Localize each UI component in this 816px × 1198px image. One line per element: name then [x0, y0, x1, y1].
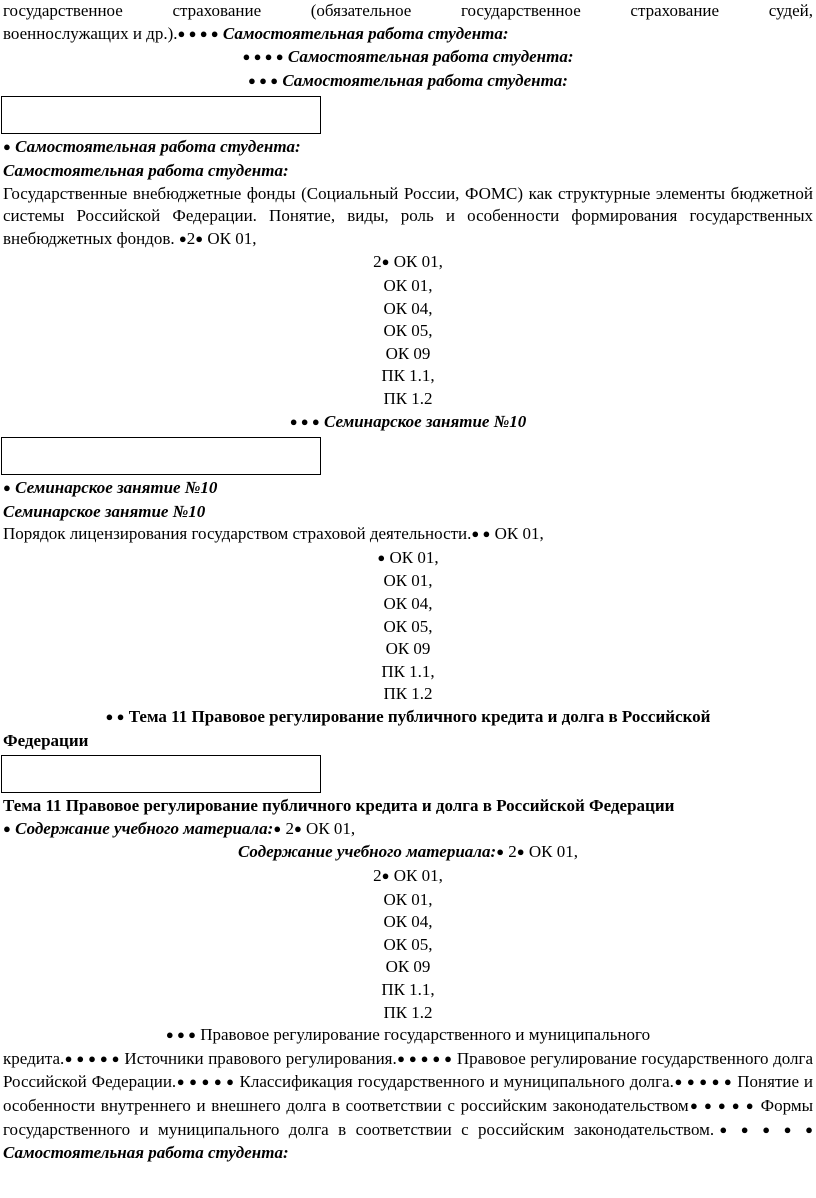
competency-list [0, 547, 816, 706]
competency-item: ОК 04, [383, 912, 433, 932]
competency-item: ПК 1.2 [383, 1002, 433, 1022]
competency-item: ОК 01, [383, 889, 433, 909]
empty-table-cell [1, 755, 321, 793]
regulation-heading: ● ● ● Правовое регулирование государственного и муниципального [165, 1025, 651, 1045]
competency-item: ПК 1.2 [383, 388, 433, 408]
topic-11-title-cont: Федерации [3, 730, 89, 750]
seminar-line: ● ● ● Семинарское занятие №10 [289, 411, 527, 431]
independent-work-line: ● ● ● Самостоятельная работа студента: [248, 70, 568, 90]
topic-11-title: ● ● Тема 11 Правовое регулирование публичного кредита и долга в Российской [105, 707, 711, 727]
competency-item: ОК 05, [383, 616, 433, 636]
seminar-line: ● Семинарское занятие №10 [3, 478, 218, 498]
independent-work-line: ● ● ● ● Самостоятельная работа студента: [242, 47, 574, 67]
competency-item: ОК 01, [383, 571, 433, 591]
competency-item: ОК 04, [383, 594, 433, 614]
competency-item: ПК 1.1, [381, 979, 435, 999]
competency-item: ОК 05, [383, 321, 433, 341]
paragraph-insurance: государственное страхование (обязательное государственное страхование судей, [3, 1, 813, 20]
competency-item: ПК 1.1, [381, 366, 435, 386]
paragraph-insurance-cont: военнослужащих и др.).● ● ● ● Самостоятельная работа студента: [3, 23, 509, 43]
competency-item: 2● ОК 01, [373, 252, 443, 272]
paragraph-licensing: Порядок лицензирования государством страховой деятельности.● ● ОК 01, [3, 524, 544, 544]
competency-list [0, 865, 816, 1024]
bullet-dots: ● ● ● ● [177, 25, 219, 41]
competency-item: ОК 04, [383, 298, 433, 318]
content-line: Содержание учебного материала:● 2● ОК 01, [237, 842, 579, 862]
empty-table-cell [1, 96, 321, 134]
regulation-paragraph: кредита.● ● ● ● ● Источники правового регулирования.● ● ● ● ● Правовое регулирование государственного долга Российской Федерации.● ● ● ● ● Классификация государственного и муниципального долга.● ● ● ● ● Понятие и особенности внутреннего и внешнего долга в соответствии с российским законодательством● ● ● ● ● Формы государственного и муниципального долга в соответствии с российским законодательством.● ● ● ● ● Самостоятельная работа студента: [3, 1048, 814, 1163]
independent-work-heading: Самостоятельная работа студента: [222, 23, 509, 43]
independent-work-line: ● Самостоятельная работа студента: [3, 137, 301, 157]
seminar-heading: Семинарское занятие №10 [3, 501, 206, 521]
empty-table-cell [1, 437, 321, 475]
paragraph-extra-budget-funds: Государственные внебюджетные фонды (Социальный России, ФОМС) как структурные элементы бюджетной системы Российской Федерации. Понятие, виды, роль и особенности формирования государственных внебюджетных фондов. ●2● ОК 01, [3, 183, 813, 248]
topic-11-heading: Тема 11 Правовое регулирование публичного кредита и долга в Российской Федерации [3, 796, 675, 816]
competency-item: 2● ОК 01, [373, 866, 443, 885]
competency-list [0, 251, 816, 410]
competency-item: ОК 09 [385, 957, 431, 977]
competency-item: ПК 1.2 [383, 684, 433, 704]
competency-item: ОК 09 [385, 343, 431, 363]
content-line: ● Содержание учебного материала:● 2● ОК 01, [3, 818, 356, 838]
independent-work-heading: Самостоятельная работа студента: [3, 160, 289, 180]
competency-item: ПК 1.1, [381, 661, 435, 681]
competency-item: ОК 01, [383, 275, 433, 295]
competency-item: ● ОК 01, [377, 547, 439, 567]
competency-item: ОК 09 [385, 639, 431, 659]
competency-item: ОК 05, [383, 934, 433, 954]
